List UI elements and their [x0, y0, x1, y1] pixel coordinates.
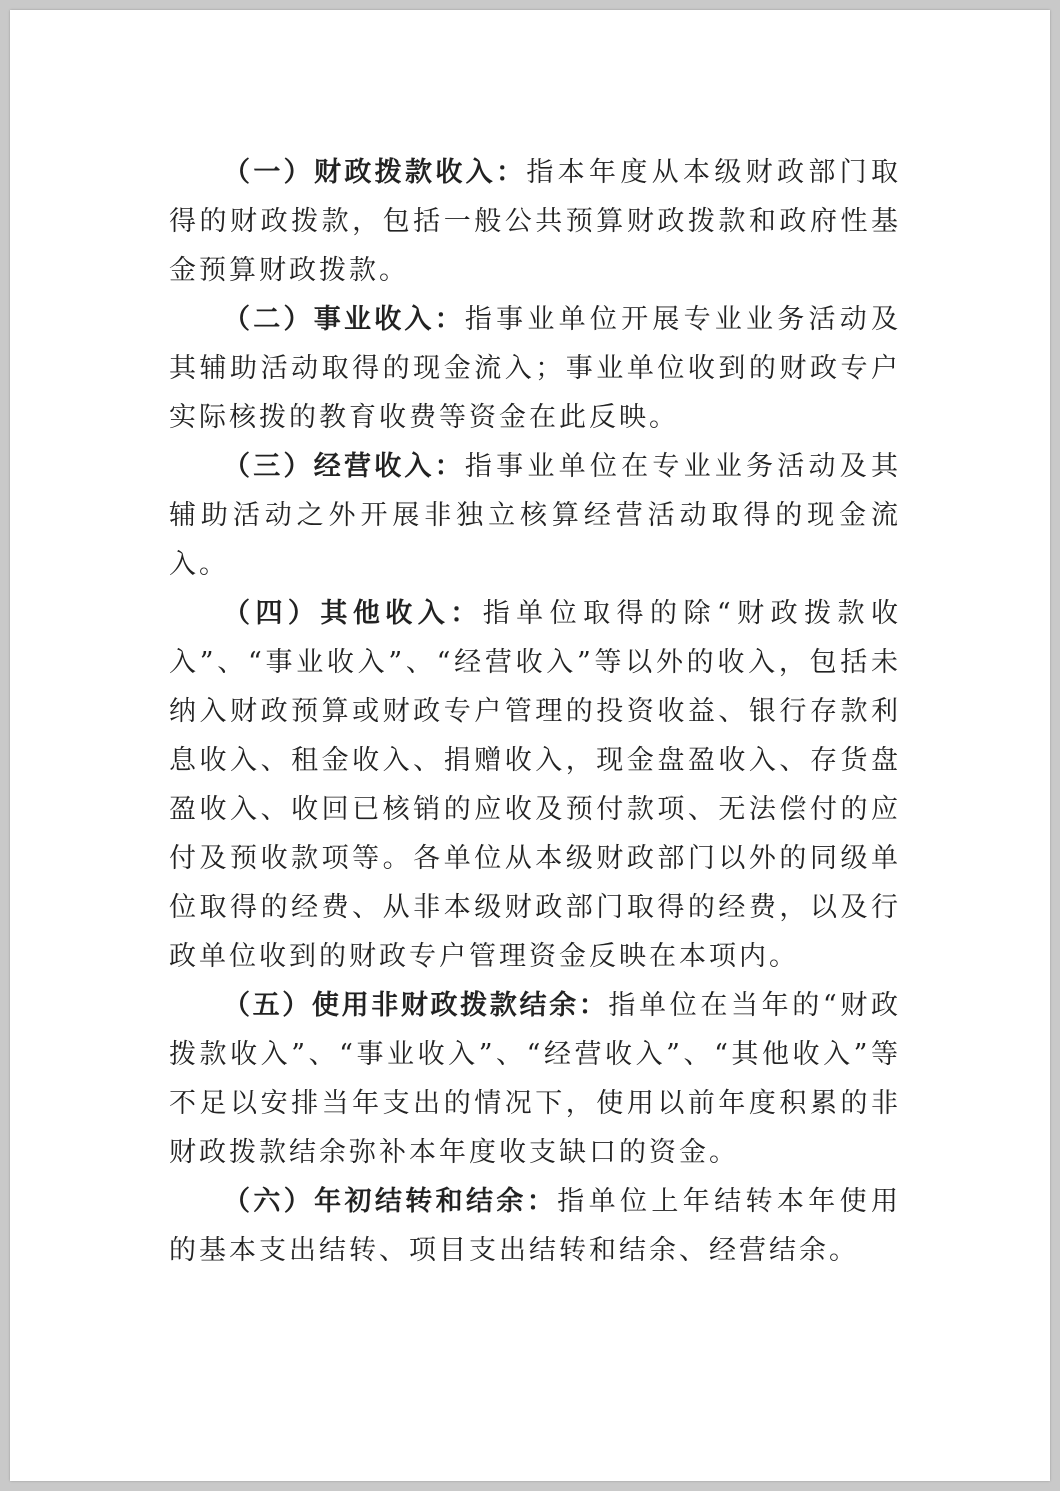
paragraph-text: 指本年度从本级财政部门取得的财政拨款，包括一般公共预算财政拨款和政府性基金预算财政拨款。 [169, 157, 902, 286]
paragraph-heading: （五）使用非财政拨款结余： [223, 990, 609, 1021]
paragraph-other-income [169, 589, 901, 981]
paragraph-heading: （四）其他收入： [223, 598, 483, 629]
paragraph-heading: （六）年初结转和结余： [223, 1186, 558, 1217]
paragraph-beginning-carryover-balance [169, 1177, 901, 1275]
paragraph-text: 指单位在当年的“财政拨款收入”、“事业收入”、“经营收入”、“其他收入”等不足以安排当年支出的情况下，使用以前年度积累的非财政拨款结余弥补本年度收支缺口的资金。 [169, 990, 901, 1168]
document-body [169, 148, 901, 1275]
paragraph-non-fiscal-balance-use [169, 981, 901, 1177]
paragraph-text: 指单位取得的除“财政拨款收入”、“事业收入”、“经营收入”等以外的收入，包括未纳入财政预算或财政专户管理的投资收益、银行存款利息收入、租金收入、捐赠收入，现金盘盈收入、存货盘盈收入、收回已核销的应收及预付款项、无法偿付的应付及预收款项等。各单位从本级财政部门以外的同级单位取得的经费、从非本级财政部门取得的经费，以及行政单位收到的财政专户管理资金反映在本项内。 [169, 598, 902, 972]
paragraph-text: 指事业单位开展专业业务活动及其辅助活动取得的现金流入；事业单位收到的财政专户实际核拨的教育收费等资金在此反映。 [169, 304, 902, 433]
paragraph-text: 指事业单位在专业业务活动及其辅助活动之外开展非独立核算经营活动取得的现金流入。 [169, 451, 902, 580]
paragraph-text: 指单位上年结转本年使用的基本支出结转、项目支出结转和结余、经营结余。 [169, 1186, 902, 1266]
paragraph-fiscal-appropriation-income [169, 148, 901, 295]
paragraph-heading: （二）事业收入： [223, 304, 465, 335]
paragraph-operating-income [169, 442, 901, 589]
paragraph-heading: （一）财政拨款收入： [223, 157, 527, 188]
paragraph-business-income [169, 295, 901, 442]
paragraph-heading: （三）经营收入： [223, 451, 465, 482]
document-page [10, 10, 1050, 1481]
